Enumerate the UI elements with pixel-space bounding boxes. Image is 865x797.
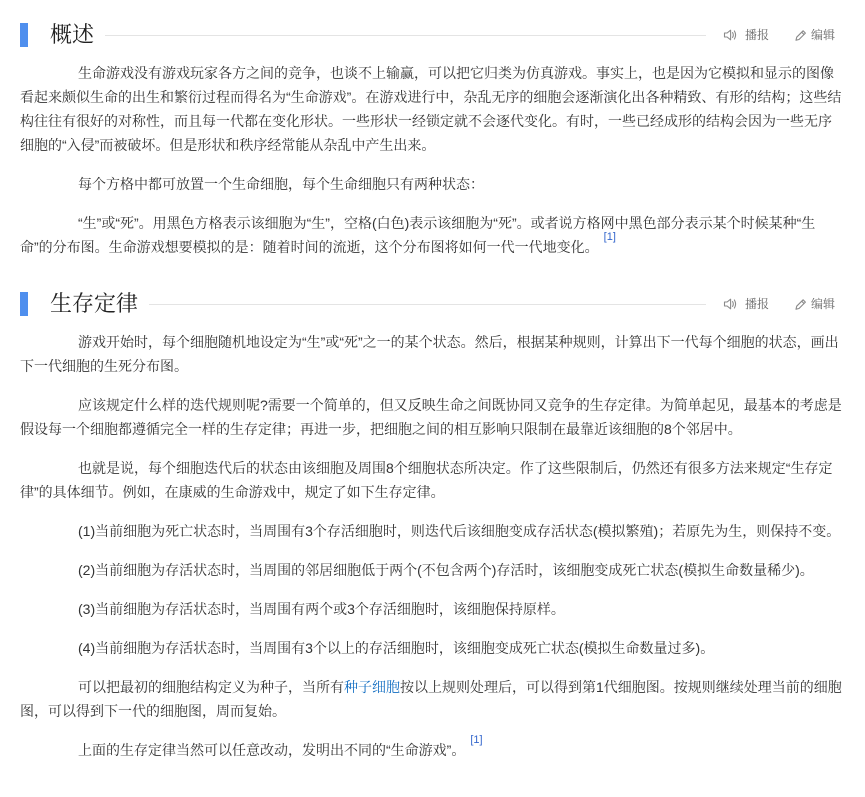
section-accent-bar [20,23,28,47]
broadcast-button[interactable] [723,296,769,312]
section-survival-rules [20,289,845,762]
citation-link[interactable]: [1] [470,734,483,747]
paragraph-text: 可以把最初的细胞结构定义为种子，当所有 [78,679,344,695]
pencil-icon [794,298,807,311]
paragraph [20,211,845,259]
paragraph [20,675,845,723]
section-title: 概述 [50,22,95,47]
section-title: 生存定律 [50,291,139,316]
section-divider [149,304,706,305]
section-body [20,319,845,762]
section-header [20,20,845,50]
section-body [20,50,845,259]
rule-item-3: (3)当前细胞为存活状态时，当周围有两个或3个存活细胞时，该细胞保持原样。 [78,601,565,617]
paragraph: 每个方格中都可放置一个生命细胞，每个生命细胞只有两种状态： [78,176,484,192]
paragraph-text: 上面的生存定律当然可以任意改动，发明出不同的“生命游戏”。 [78,742,466,758]
section-accent-bar [20,292,28,316]
speaker-icon [723,297,737,311]
section-header [20,289,845,319]
speaker-icon [723,28,737,42]
paragraph: 应该规定什么样的迭代规则呢?需要一个简单的，但又反映生命之间既协同又竞争的生存定律。为简单起见，最基本的考虑是假设每一个细胞都遵循完全一样的生存定律；再进一步，把细胞之间的相互影响只限制在最靠近该细胞的8个邻居中。 [20,397,842,437]
rule-item-4: (4)当前细胞为存活状态时，当周围有3个以上的存活细胞时，该细胞变成死亡状态(模拟生命数量过多)。 [78,640,715,656]
paragraph: 也就是说，每个细胞迭代后的状态由该细胞及周围8个细胞状态所决定。作了这些限制后，仍然还有很多方法来规定“生存定律”的具体细节。例如，在康威的生命游戏中，规定了如下生存定律。 [20,460,833,500]
edit-button[interactable] [794,27,835,43]
section-actions [723,296,835,312]
broadcast-button[interactable] [723,27,769,43]
citation-link[interactable]: [1] [603,231,616,244]
paragraph [20,734,845,762]
broadcast-label: 播报 [744,297,769,311]
broadcast-label: 播报 [744,28,769,42]
paragraph: 生命游戏没有游戏玩家各方之间的竞争，也谈不上输赢，可以把它归类为仿真游戏。事实上，也是因为它模拟和显示的图像看起来颇似生命的出生和繁衍过程而得名为“生命游戏”。在游戏进行中，杂乱无序的细胞会逐渐演化出各种精致、有形的结构；这些结构往往有很好的对称性，而且每一代都在变化形状。一些形状一经锁定就不会逐代变化。有时，一些已经成形的结构会因为一些无序细胞的“入侵”而被破坏。但是形状和秩序经常能从杂乱中产生出来。 [20,65,842,153]
paragraph-text: “生”或“死”。用黑色方格表示该细胞为“生”，空格(白色)表示该细胞为“死”。或者说方格网中黑色部分表示某个时候某种“生命”的分布图。生命游戏想要模拟的是：随着时间的流逝，这个分布图将如何一代一代地变化。 [20,215,816,255]
edit-label: 编辑 [810,28,835,42]
rule-item-2: (2)当前细胞为存活状态时，当周围的邻居细胞低于两个(不包含两个)存活时，该细胞变成死亡状态(模拟生命数量稀少)。 [78,562,814,578]
section-actions [723,27,835,43]
edit-label: 编辑 [810,297,835,311]
section-divider [105,35,706,36]
section-overview [20,20,845,259]
paragraph-text: 按以上规则处理后，可以得到第1代细胞图。按规则继续处理当前的细胞图，可以得到下一代的细胞图，周而复始。 [20,679,842,719]
paragraph: 游戏开始时，每个细胞随机地设定为“生”或“死”之一的某个状态。然后，根据某种规则，计算出下一代每个细胞的状态，画出下一代细胞的生死分布图。 [20,334,839,374]
link-seed-cell[interactable]: 种子细胞 [344,679,400,695]
rule-item-1: (1)当前细胞为死亡状态时，当周围有3个存活细胞时，则迭代后该细胞变成存活状态(模拟繁殖)；若原先为生，则保持不变。 [78,523,841,539]
pencil-icon [794,29,807,42]
edit-button[interactable] [794,296,835,312]
